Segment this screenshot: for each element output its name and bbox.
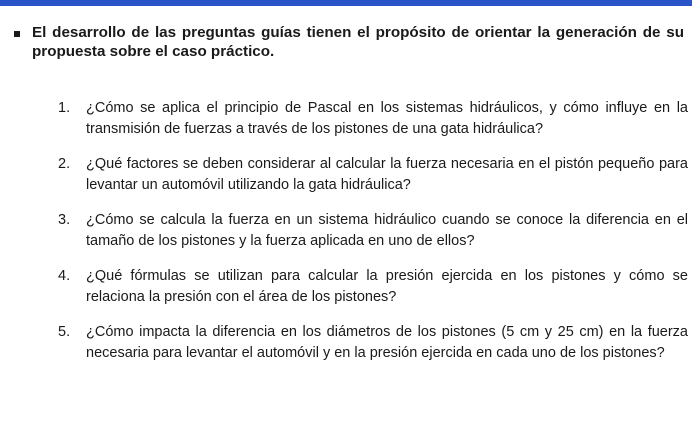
question-text: ¿Cómo se calcula la fuerza en un sistema hidráulico cuando se conoce la diferencia en el tamaño de los pistones y la fuerza aplicada en uno de ellos? <box>86 212 688 249</box>
question-text: ¿Qué fórmulas se utilizan para calcular la presión ejercida en los pistones y cómo se relaciona la presión con el área de los pistones? <box>86 268 688 305</box>
guide-questions-list <box>58 98 688 378</box>
question-item-2 <box>58 154 688 196</box>
question-item-3 <box>58 210 688 252</box>
question-number: 5. <box>58 324 71 340</box>
question-item-4 <box>58 266 688 308</box>
question-item-1 <box>58 98 688 140</box>
question-number: 4. <box>58 268 71 284</box>
question-text: ¿Cómo se aplica el principio de Pascal en los sistemas hidráulicos, y cómo influye en la transmisión de fuerzas a través de los pistones de una gata hidráulica? <box>86 100 688 137</box>
question-text: ¿Qué factores se deben considerar al calcular la fuerza necesaria en el pistón pequeño para levantar un automóvil utilizando la gata hidráulica? <box>86 156 688 193</box>
question-number: 1. <box>58 100 71 116</box>
square-bullet-icon <box>14 31 20 37</box>
question-item-5 <box>58 322 688 364</box>
question-text: ¿Cómo impacta la diferencia en los diámetros de los pistones (5 cm y 25 cm) en la fuerza necesaria para levantar el automóvil y en la presión ejercida en cada uno de los pistones? <box>86 324 688 361</box>
intro-bullet-item <box>14 23 686 61</box>
question-number: 3. <box>58 212 71 228</box>
intro-text: El desarrollo de las preguntas guías tienen el propósito de orientar la generación de su propuesta sobre el caso práctico. <box>32 24 684 60</box>
question-number: 2. <box>58 156 71 172</box>
top-border-rule <box>0 0 692 6</box>
